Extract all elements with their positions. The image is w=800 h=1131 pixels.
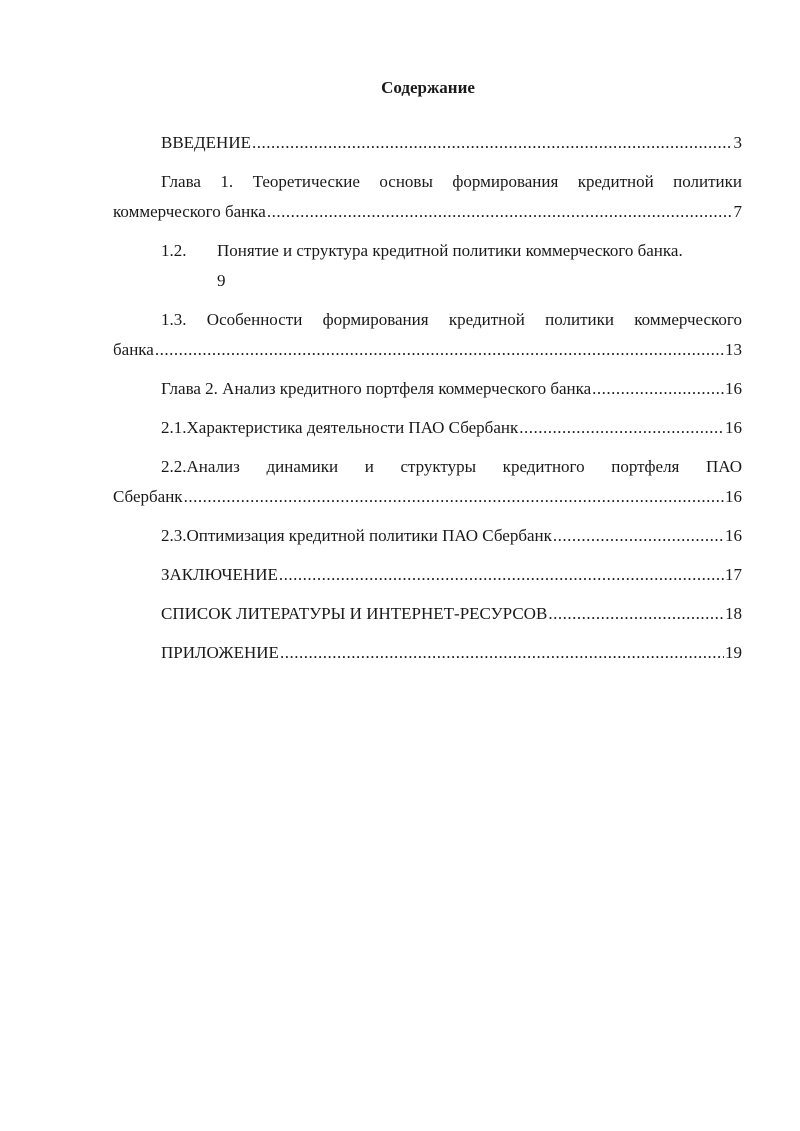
dot-leader [279,560,724,590]
dot-leader [155,335,724,365]
dot-leader [184,482,724,512]
toc-entry-text: 2.3.Оптимизация кредитной политики ПАО Сбербанк [161,526,552,545]
toc-entry-text: ВВЕДЕНИЕ [161,133,251,152]
dot-leader [252,128,733,158]
toc-entry-text: 2.1.Характеристика деятельности ПАО Сбербанк [161,418,519,437]
dot-leader [553,521,724,551]
toc-entry-bibliography[interactable] [113,599,742,629]
toc-page-number: 3 [733,133,742,152]
toc-page-number: 18 [725,604,742,623]
toc-entry-text: Глава 2. Анализ кредитного портфеля коммерческого банка [161,379,592,398]
toc-entry-text-line2: банка [113,340,154,359]
toc-entry-chapter-2[interactable] [113,374,742,404]
dot-leader [519,413,724,443]
dot-leader [280,638,724,668]
toc-page-number: 19 [725,643,742,662]
toc-page-number: 16 [725,379,742,398]
toc-entry-text: СПИСОК ЛИТЕРАТУРЫ И ИНТЕРНЕТ-РЕСУРСОВ [161,604,548,623]
toc-entry-section-2-3[interactable] [113,521,742,551]
toc-page-number: 17 [725,565,742,584]
table-of-contents [113,128,742,668]
toc-page-number: 13 [725,340,742,359]
toc-entry-text-line1: Глава 1. Теоретические основы формирования кредитной политики [161,172,742,191]
toc-entry-section-2-1[interactable] [113,413,742,443]
toc-page-number: 9 [217,271,226,290]
dot-leader [548,599,724,629]
toc-entry-section-2-2[interactable] [113,452,742,512]
toc-page-number: 16 [725,526,742,545]
toc-page-number: 16 [725,487,742,506]
toc-entry-text: ЗАКЛЮЧЕНИЕ [161,565,278,584]
toc-entry-text: ПРИЛОЖЕНИЕ [161,643,279,662]
toc-entry-introduction[interactable] [113,128,742,158]
toc-entry-text-line1: 1.3. Особенности формирования кредитной политики коммерческого [161,310,742,329]
toc-entry-text-line1: 2.2.Анализ динамики и структуры кредитного портфеля ПАО [161,457,742,476]
toc-entry-chapter-1[interactable] [113,167,742,227]
toc-entry-number: 1.2. [161,241,187,260]
toc-entry-conclusion[interactable] [113,560,742,590]
toc-entry-text-line2: Сбербанк [113,487,183,506]
toc-entry-appendix[interactable] [113,638,742,668]
toc-page-number: 7 [733,202,742,221]
toc-entry-section-1-3[interactable] [113,305,742,365]
toc-entry-text: Понятие и структура кредитной политики коммерческого банка. [217,241,683,260]
toc-title: Содержание [381,78,475,97]
toc-entry-text-line2: коммерческого банка [113,202,266,221]
toc-page-number: 16 [725,418,742,437]
toc-entry-section-1-2[interactable] [113,236,742,296]
dot-leader [267,197,733,227]
dot-leader [592,374,724,404]
